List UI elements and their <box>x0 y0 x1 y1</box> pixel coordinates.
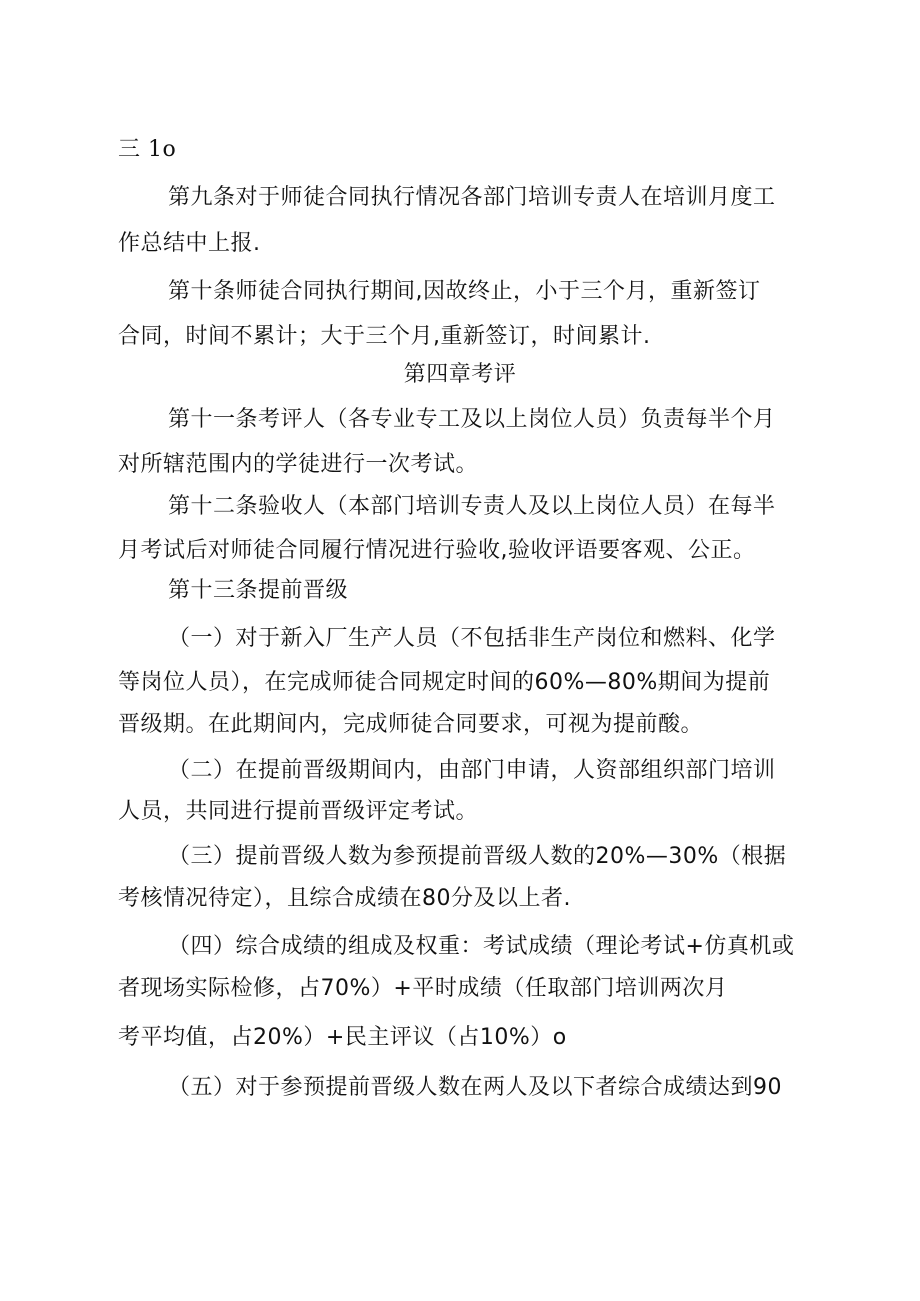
item-5-line-1: （五）对于参预提前晋级人数在两人及以下者综合成绩达到90 <box>168 1075 782 1100</box>
chapter-heading: 第四章考评 <box>403 362 517 387</box>
item-1-line-3: 晋级期。在此期间内，完成师徒合同要求，可视为提前酸。 <box>118 712 704 737</box>
article-11-line-2: 对所辖范围内的学徒进行一次考试。 <box>118 452 479 477</box>
item-1-line-1: （一）对于新入厂生产人员（不包括非生产岗位和燃料、化学 <box>168 626 776 651</box>
article-12-line-1: 第十二条验收人（本部门培训专责人及以上岗位人员）在每半 <box>168 494 776 519</box>
article-10-line-2: 合同，时间不累计；大于三个月,重新签订，时间累计. <box>118 324 651 349</box>
article-13-heading: 第十三条提前晋级 <box>168 578 349 603</box>
item-4-line-3: 考平均值，占20%）+民主评议（占10%）o <box>118 1025 567 1050</box>
article-10-line-1: 第十条师徒合同执行期间,因故终止，小于三个月，重新签订 <box>168 279 761 304</box>
article-11-line-1: 第十一条考评人（各专业专工及以上岗位人员）负责每半个月 <box>168 407 776 432</box>
article-9-line-1: 第九条对于师徒合同执行情况各部门培训专责人在培训月度工 <box>168 185 776 210</box>
item-3-line-2: 考核情况待定），且综合成绩在80分及以上者. <box>118 886 571 911</box>
item-4-line-1: （四）综合成绩的组成及权重：考试成绩（理论考试+仿真机或 <box>168 934 795 959</box>
item-1-line-2: 等岗位人员），在完成师徒合同规定时间的60%—80%期间为提前 <box>118 670 771 695</box>
item-2-line-2: 人员，共同进行提前晋级评定考试。 <box>118 799 479 824</box>
item-3-line-1: （三）提前晋级人数为参预提前晋级人数的20%—30%（根据 <box>168 844 787 869</box>
item-4-line-2: 者现场实际检修，占70%）+平时成绩（任取部门培训两次月 <box>118 976 728 1001</box>
article-9-line-2: 作总结中上报. <box>118 231 261 256</box>
text-line: 三 1o <box>118 137 177 162</box>
article-12-line-2: 月考试后对师徒合同履行情况进行验收,验收评语要客观、公正。 <box>118 538 756 563</box>
item-2-line-1: （二）在提前晋级期间内，由部门申请，人资部组织部门培训 <box>168 758 776 783</box>
